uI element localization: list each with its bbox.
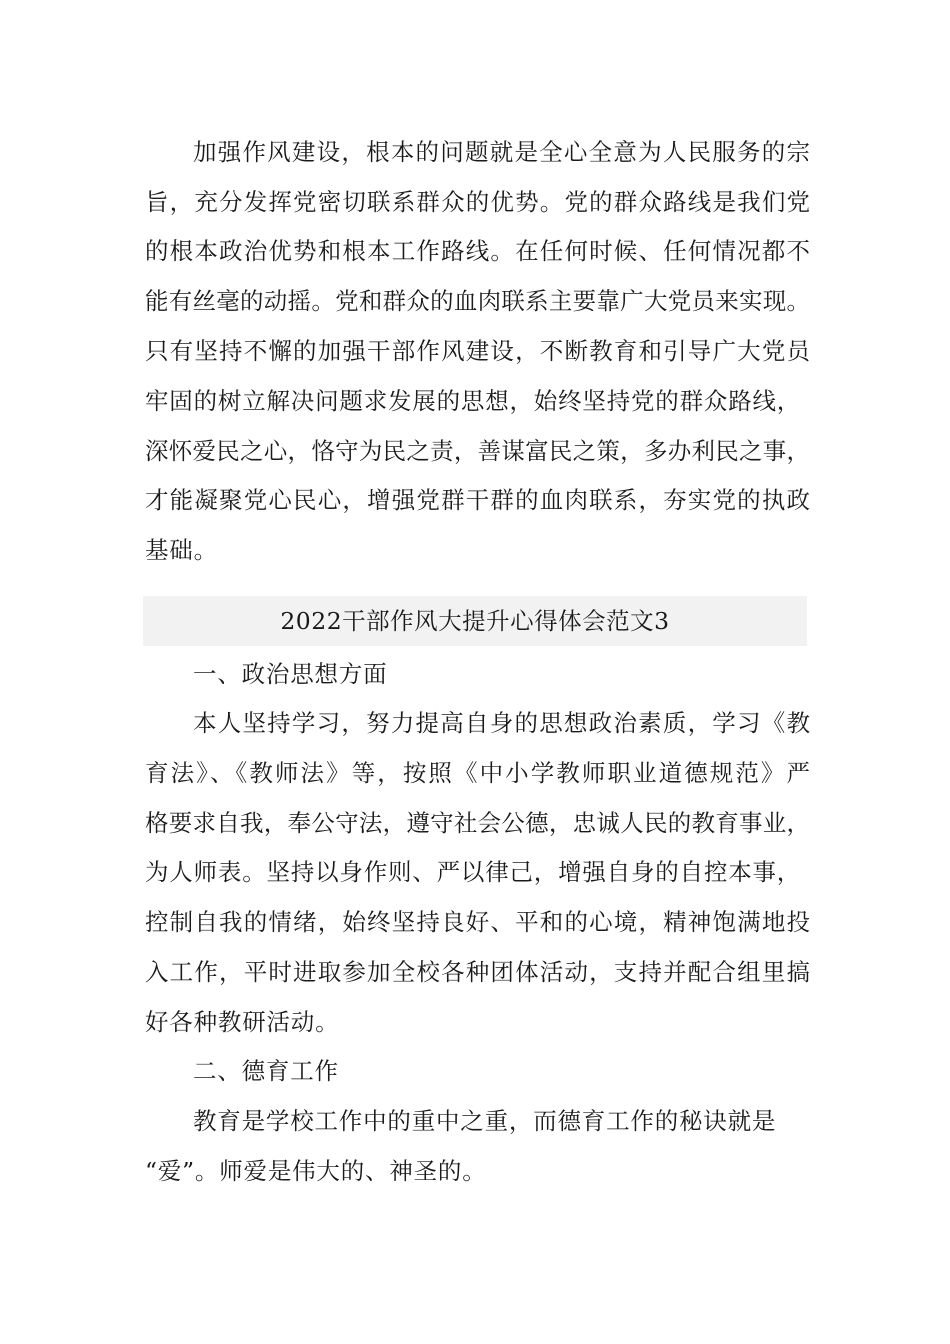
paragraph-line: 控制自我的情绪，始终坚持良好、平和的心境，精神饱满地投 <box>145 908 810 936</box>
paragraph-line: 育法》、《教师法》等，按照《中小学教师职业道德规范》严 <box>145 759 810 787</box>
section-title: 2022干部作风大提升心得体会范文3 <box>280 607 670 635</box>
paragraph-line: 只有坚持不懈的加强干部作风建设，不断教育和引导广大党员 <box>145 337 810 365</box>
paragraph-line: “爱”。师爱是伟大的、神圣的。 <box>145 1157 487 1185</box>
paragraph-line: 教育是学校工作中的重中之重，而德育工作的秘诀就是 <box>193 1107 777 1135</box>
paragraph-line: 才能凝聚党心民心，增强党群干群的血肉联系，夯实党的执政 <box>145 486 810 514</box>
heading-moral-education: 二、德育工作 <box>193 1057 339 1085</box>
paragraph-line: 能有丝毫的动摇。党和群众的血肉联系主要靠广大党员来实现。 <box>145 287 810 315</box>
paragraph-line: 基础。 <box>145 536 218 564</box>
paragraph-line: 的根本政治优势和根本工作路线。在任何时候、任何情况都不 <box>145 237 810 265</box>
paragraph-line: 加强作风建设，根本的问题就是全心全意为人民服务的宗 <box>193 138 810 166</box>
paragraph-line: 为人师表。坚持以身作则、严以律己，增强自身的自控本事， <box>145 858 802 886</box>
paragraph-line: 好各种教研活动。 <box>145 1008 340 1036</box>
heading-political-thought: 一、政治思想方面 <box>193 660 388 688</box>
paragraph-line: 本人坚持学习，努力提高自身的思想政治素质，学习《教 <box>193 709 810 737</box>
paragraph-line: 牢固的树立解决问题求发展的思想，始终坚持党的群众路线， <box>145 387 802 415</box>
paragraph-line: 深怀爱民之心，恪守为民之责，善谋富民之策，多办利民之事， <box>145 437 810 465</box>
paragraph-line: 旨，充分发挥党密切联系群众的优势。党的群众路线是我们党 <box>145 188 810 216</box>
paragraph-line: 格要求自我，奉公守法，遵守社会公德，忠诚人民的教育事业， <box>145 809 810 837</box>
paragraph-line: 入工作，平时进取参加全校各种团体活动，支持并配合组里搞 <box>145 958 810 986</box>
section-title-bar <box>143 596 807 646</box>
